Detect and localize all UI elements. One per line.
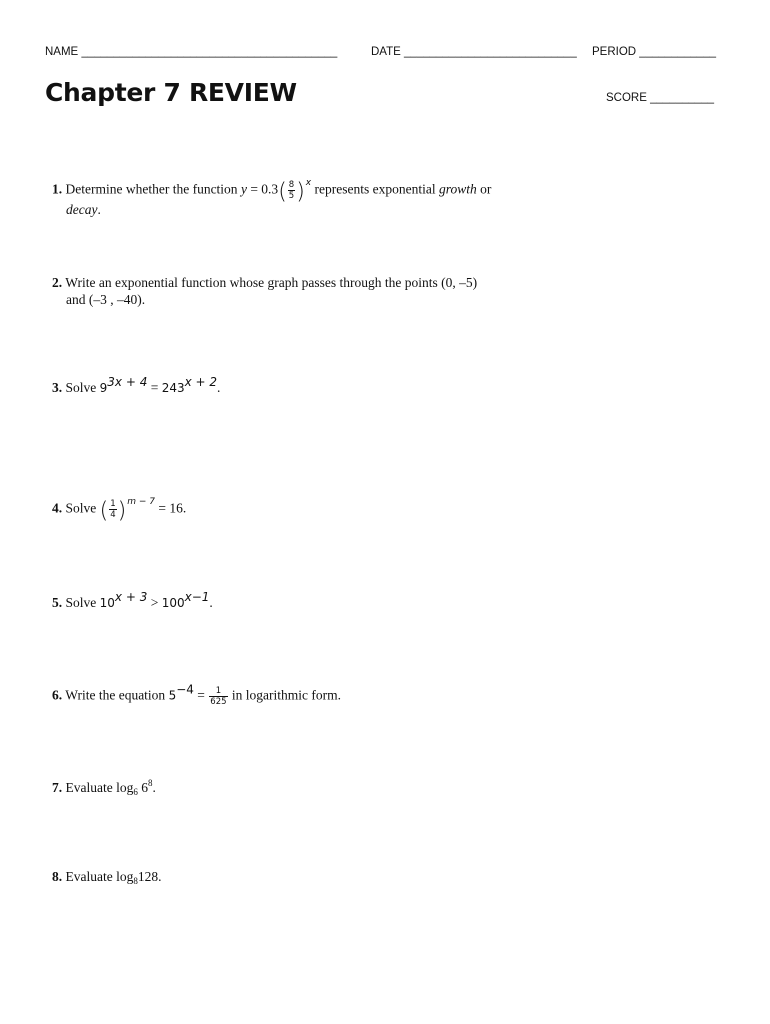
- log-function: log: [116, 869, 134, 884]
- date-label: DATE: [371, 46, 401, 58]
- fraction: [109, 499, 116, 520]
- period-mark: .: [217, 380, 221, 395]
- page-title: Chapter 7 REVIEW: [45, 78, 297, 107]
- score-blank[interactable]: __________: [650, 92, 715, 104]
- period-mark: .: [209, 595, 213, 610]
- equals-sign: =: [197, 687, 205, 703]
- period-field[interactable]: [592, 46, 716, 58]
- base: 5: [168, 688, 177, 703]
- fraction-numerator: 1: [110, 499, 116, 509]
- question-text: Solve: [65, 595, 97, 610]
- question-text: Write the equation: [65, 687, 166, 703]
- question-text: and (–3 , –40).: [66, 292, 146, 307]
- exponent: 3x + 4: [107, 375, 148, 389]
- question-number: 6.: [52, 687, 63, 703]
- question-number: 7.: [52, 780, 63, 795]
- base: 9: [99, 381, 108, 395]
- exponent: x−1: [184, 590, 210, 604]
- variable-y: y: [240, 181, 247, 197]
- question-1: [52, 177, 492, 205]
- question-number: 8.: [52, 869, 63, 884]
- question-text: Evaluate: [65, 869, 113, 884]
- question-number: 4.: [52, 500, 63, 516]
- date-blank[interactable]: ___________________________: [404, 46, 577, 58]
- name-field[interactable]: [45, 46, 337, 58]
- question-6: [52, 682, 341, 707]
- question-number: 5.: [52, 595, 63, 610]
- question-text: Evaluate: [65, 780, 113, 795]
- question-text: Determine whether the function: [65, 181, 238, 197]
- question-text: represents exponential: [314, 181, 436, 197]
- log-function: log: [116, 780, 134, 795]
- question-4: [52, 496, 187, 524]
- fraction-numerator: 1: [209, 686, 227, 697]
- period-label: PERIOD: [592, 46, 637, 58]
- exponent: 8: [148, 778, 153, 788]
- exponent: x + 2: [184, 375, 218, 389]
- score-label: SCORE: [606, 92, 647, 104]
- log-argument: 6: [141, 780, 148, 795]
- open-paren: (: [99, 498, 109, 524]
- question-3: [52, 375, 221, 396]
- question-7: [52, 780, 156, 796]
- base: 100: [161, 596, 185, 610]
- fraction-numerator: 8: [288, 180, 295, 190]
- question-2-line-2: [66, 292, 145, 308]
- equation-part: = 0.3: [250, 181, 279, 197]
- log-argument: 128.: [137, 869, 162, 884]
- log-base: 6: [133, 787, 138, 797]
- question-text: Write an exponential function whose graph passes through the points (0, –5): [65, 275, 478, 290]
- question-text: Solve: [65, 380, 97, 395]
- close-paren: ): [296, 179, 305, 205]
- fraction-denominator: 625: [210, 697, 227, 707]
- exponent: x: [305, 177, 312, 188]
- decay-word: decay: [66, 202, 98, 217]
- date-field[interactable]: [371, 46, 577, 58]
- base: 243: [161, 381, 185, 395]
- name-blank[interactable]: ________________________________________: [81, 46, 338, 58]
- score-field[interactable]: [606, 92, 714, 104]
- base: 10: [99, 596, 115, 610]
- fraction-denominator: 5: [288, 191, 295, 201]
- growth-word: growth: [438, 181, 477, 197]
- fraction: [209, 686, 227, 707]
- exponent: m − 7: [127, 496, 156, 507]
- question-1-line-2: [66, 202, 101, 218]
- fraction: [288, 180, 295, 201]
- period-mark: .: [97, 202, 101, 217]
- question-2: [52, 275, 477, 291]
- question-text: in logarithmic form.: [231, 687, 341, 703]
- equals-sign: =: [150, 380, 159, 395]
- name-label: NAME: [45, 46, 79, 58]
- exponent: x + 3: [114, 590, 148, 604]
- log-base: 8: [133, 876, 138, 886]
- question-5: [52, 590, 213, 611]
- inequality-sign: >: [150, 595, 159, 610]
- open-paren: (: [278, 179, 287, 205]
- or-word: or: [480, 181, 492, 197]
- fraction-denominator: 4: [110, 510, 116, 520]
- exponent: −4: [176, 682, 194, 697]
- question-number: 2.: [52, 275, 63, 290]
- question-number: 1.: [52, 181, 63, 197]
- period-mark: .: [152, 780, 156, 795]
- question-number: 3.: [52, 380, 63, 395]
- close-paren: ): [117, 498, 127, 524]
- question-8: [52, 869, 162, 885]
- question-text: Solve: [65, 500, 97, 516]
- right-hand-side: = 16.: [158, 500, 187, 516]
- period-blank[interactable]: ____________: [639, 46, 717, 58]
